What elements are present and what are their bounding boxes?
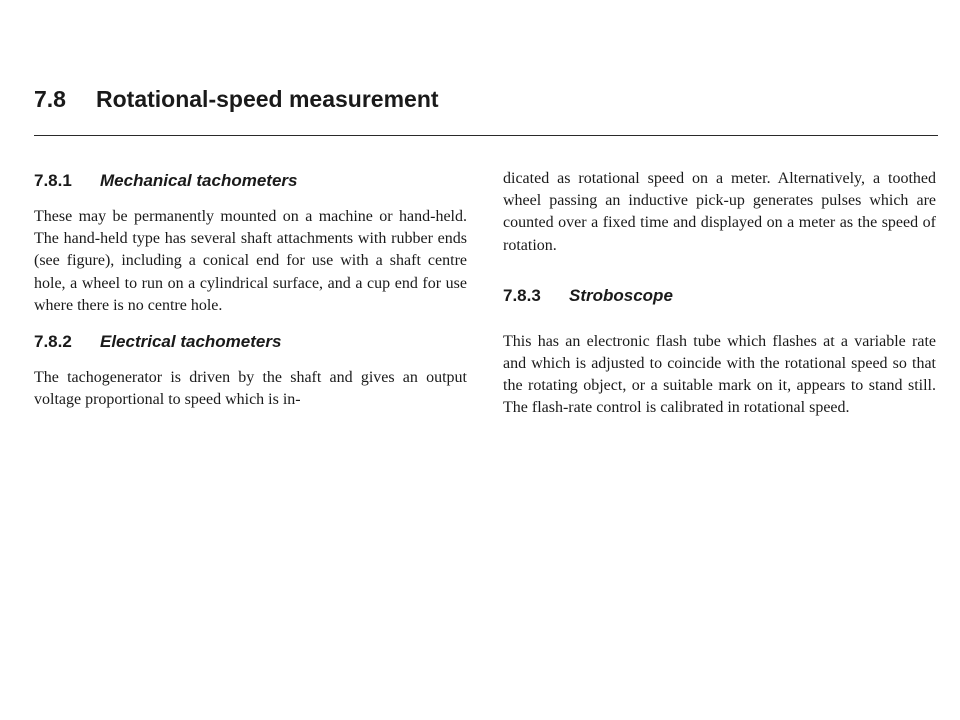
- subsection-title: Electrical tachometers: [100, 332, 282, 352]
- heading-rule: [34, 135, 938, 136]
- right-column: [503, 168, 936, 420]
- left-column: [34, 168, 467, 411]
- subsection-heading-stroboscope: [503, 283, 936, 309]
- paragraph-stroboscope: This has an electronic flash tube which flashes at a variable rate and which is adjusted to coincide with the rotational speed so that the rotating object, or a suitable mark on it, appears to stand still. The flash-rate control is calibrated in rotational speed.: [503, 332, 936, 417]
- section-title: Rotational-speed measurement: [96, 86, 439, 112]
- subsection-number: 7.8.3: [503, 285, 541, 305]
- subsection-number: 7.8.2: [34, 332, 72, 352]
- section-number: 7.8: [34, 86, 66, 112]
- subsection-title: Stroboscope: [569, 285, 673, 305]
- subsection-heading-mechanical: [34, 168, 467, 194]
- subsection-heading-electrical: [34, 329, 467, 355]
- section-heading: [34, 84, 439, 114]
- paragraph-electrical-tachometers-part1: The tachogenerator is driven by the shaft and gives an output voltage proportional to speed which is in-: [34, 369, 467, 409]
- paragraph-electrical-tachometers-part2: dicated as rotational speed on a meter. Alternatively, a toothed wheel passing an inductive pick-up generates pulses which are counted over a fixed time and displayed on a meter as the speed of rotation.: [503, 170, 936, 254]
- paragraph-mechanical-tachometers: These may be permanently mounted on a machine or hand-held. The hand-held type has several shaft attachments with rubber ends (see figure), including a conical end for use with a shaft centre hole, a wheel to run on a cylindrical surface, and a cup end for use where there is no centre hole.: [34, 208, 467, 314]
- subsection-number: 7.8.1: [34, 171, 72, 190]
- subsection-title: Mechanical tachometers: [100, 171, 298, 190]
